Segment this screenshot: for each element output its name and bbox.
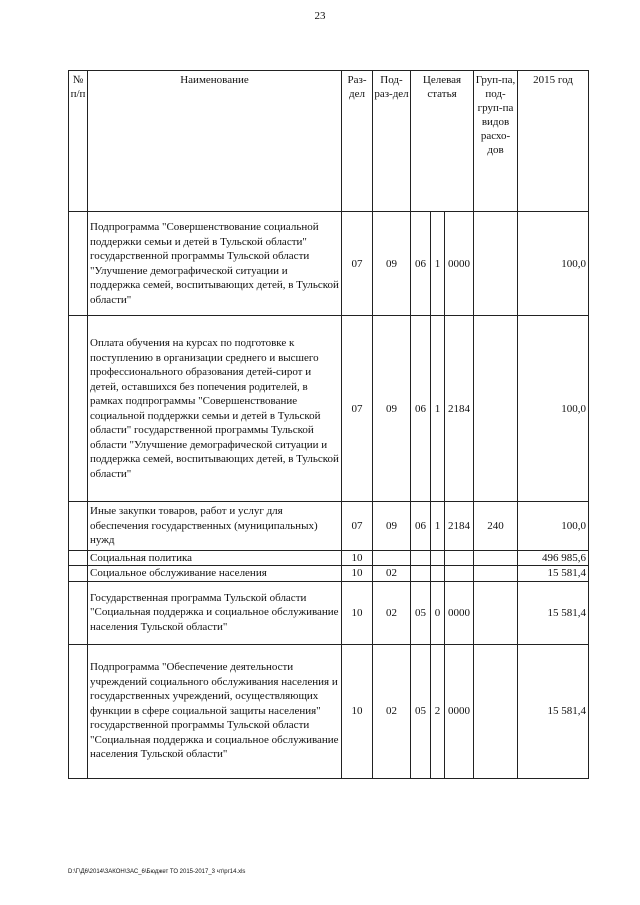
- row-name: Подпрограмма "Обеспечение деятельности учреждений социального обслуживания населения и государственных учреждений, осуществляющих функции в сфере социальной защиты населения" государственной программы Тульской области "Социальная поддержка и социальное обслуживание населения Тульской области": [88, 644, 342, 778]
- row-num: [69, 550, 88, 566]
- budget-table: [68, 70, 589, 779]
- row-target-subprogram: 1: [431, 502, 445, 551]
- row-target-direction: [445, 566, 474, 582]
- row-target-direction: 0000: [445, 212, 474, 316]
- row-razdel: 10: [342, 644, 373, 778]
- row-target-program: 06: [411, 502, 431, 551]
- page-number: 23: [314, 10, 326, 22]
- row-target-program: 06: [411, 212, 431, 316]
- table-row: [69, 566, 589, 582]
- table-header-row: [69, 71, 589, 212]
- row-expense-group: [474, 316, 518, 502]
- row-num: [69, 212, 88, 316]
- row-podrazdel: 09: [373, 212, 411, 316]
- row-razdel: 10: [342, 581, 373, 644]
- table-row: [69, 581, 589, 644]
- row-podrazdel: [373, 550, 411, 566]
- table-row: [69, 550, 589, 566]
- row-target-subprogram: 0: [431, 581, 445, 644]
- header-year-2015: 2015 год: [518, 71, 589, 212]
- row-expense-group: [474, 550, 518, 566]
- row-razdel: 10: [342, 566, 373, 582]
- row-num: [69, 566, 88, 582]
- header-razdel: Раз-дел: [342, 71, 373, 212]
- row-target-subprogram: 1: [431, 212, 445, 316]
- row-name: Государственная программа Тульской области "Социальная поддержка и социальное обслуживание населения Тульской области": [88, 581, 342, 644]
- row-expense-group: [474, 644, 518, 778]
- row-name: Иные закупки товаров, работ и услуг для обеспечения государственных (муниципальных) нужд: [88, 502, 342, 551]
- row-target-program: 05: [411, 581, 431, 644]
- row-expense-group: [474, 566, 518, 582]
- header-num: № п/п: [69, 71, 88, 212]
- row-target-direction: 0000: [445, 581, 474, 644]
- row-target-program: 05: [411, 644, 431, 778]
- row-target-direction: [445, 550, 474, 566]
- row-expense-group: [474, 212, 518, 316]
- table-row: [69, 644, 589, 778]
- row-target-direction: 2184: [445, 316, 474, 502]
- row-amount: 15 581,4: [518, 581, 589, 644]
- row-name: Оплата обучения на курсах по подготовке к поступлению в организации среднего и высшего профессионального образования детей-сирот и детей, оставшихся без попечения родителей, в рамках подпрограммы "Совершенствование социальной поддержки семьи и детей в Тульской области" государственной программы Тульской области "Улучшение демографической ситуации и поддержка семей, воспитывающих детей, в Тульской области": [88, 316, 342, 502]
- row-target-subprogram: 2: [431, 644, 445, 778]
- row-podrazdel: 02: [373, 566, 411, 582]
- row-target-program: 06: [411, 316, 431, 502]
- row-amount: 100,0: [518, 316, 589, 502]
- file-path-footer: D:\Г\Д6\2014\ЗАКОН\ЗАС_6\Бюджет ТО 2015-2017_3 чт\рг14.xls: [68, 869, 246, 875]
- row-expense-group: 240: [474, 502, 518, 551]
- row-target-subprogram: 1: [431, 316, 445, 502]
- row-razdel: 07: [342, 502, 373, 551]
- row-name: Подпрограмма "Совершенствование социальной поддержки семьи и детей в Тульской области" государственной программы Тульской области "Улучшение демографической ситуации и поддержка семей, воспитывающих детей, в Тульской области": [88, 212, 342, 316]
- row-podrazdel: 02: [373, 644, 411, 778]
- row-target-subprogram: [431, 550, 445, 566]
- row-num: [69, 644, 88, 778]
- table-row: [69, 212, 589, 316]
- row-amount: 15 581,4: [518, 566, 589, 582]
- row-expense-group: [474, 581, 518, 644]
- row-name: Социальная политика: [88, 550, 342, 566]
- header-expense-group: Груп-па, под-груп-па видов расхо-дов: [474, 71, 518, 212]
- row-target-program: [411, 566, 431, 582]
- header-podrazdel: Под-раз-дел: [373, 71, 411, 212]
- row-razdel: 10: [342, 550, 373, 566]
- row-num: [69, 316, 88, 502]
- row-target-direction: 0000: [445, 644, 474, 778]
- row-name: Социальное обслуживание населения: [88, 566, 342, 582]
- table-row: [69, 316, 589, 502]
- row-podrazdel: 02: [373, 581, 411, 644]
- row-amount: 100,0: [518, 502, 589, 551]
- row-num: [69, 581, 88, 644]
- row-target-subprogram: [431, 566, 445, 582]
- table-row: [69, 502, 589, 551]
- row-podrazdel: 09: [373, 502, 411, 551]
- row-podrazdel: 09: [373, 316, 411, 502]
- header-target-article: Целевая статья: [411, 71, 474, 212]
- row-amount: 100,0: [518, 212, 589, 316]
- row-target-direction: 2184: [445, 502, 474, 551]
- row-amount: 496 985,6: [518, 550, 589, 566]
- row-razdel: 07: [342, 316, 373, 502]
- row-amount: 15 581,4: [518, 644, 589, 778]
- header-name: Наименование: [88, 71, 342, 212]
- row-num: [69, 502, 88, 551]
- row-target-program: [411, 550, 431, 566]
- row-razdel: 07: [342, 212, 373, 316]
